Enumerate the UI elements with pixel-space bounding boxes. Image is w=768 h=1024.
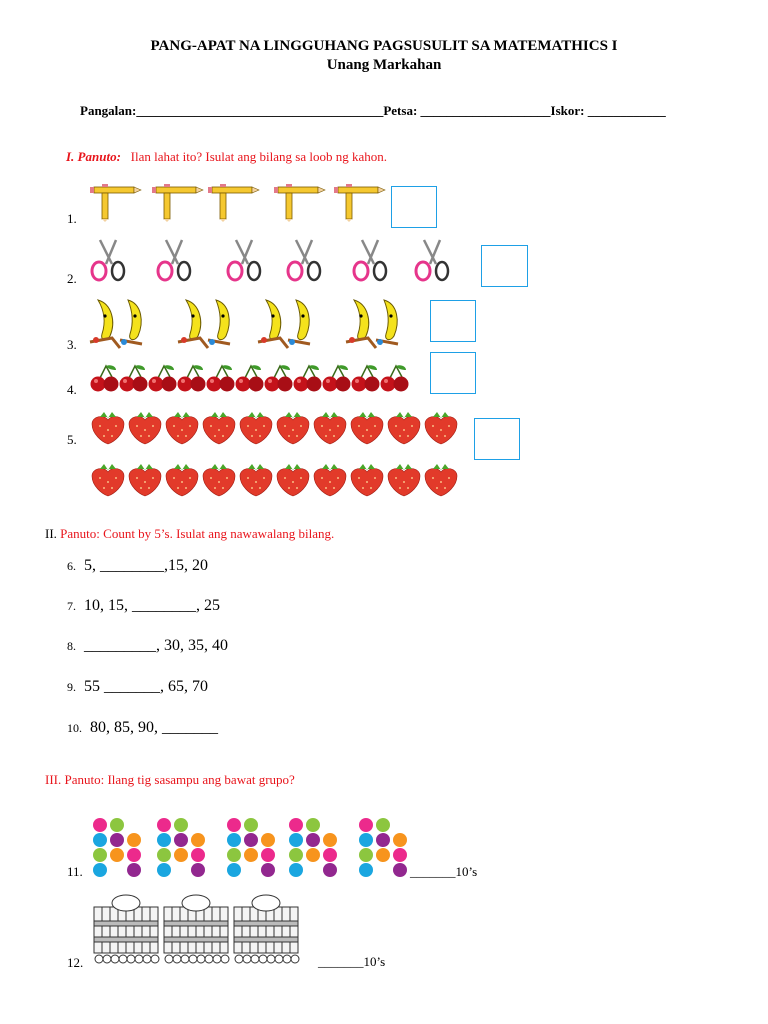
banana-icon bbox=[90, 300, 142, 348]
banana-icon bbox=[178, 300, 230, 348]
dot-group-icon bbox=[359, 818, 407, 877]
strawberry-icon bbox=[351, 464, 383, 496]
cherry-icon bbox=[207, 365, 235, 391]
date-field[interactable]: ____________________ bbox=[420, 103, 551, 118]
scissors-icon bbox=[354, 240, 386, 280]
item-number-5: 5. bbox=[67, 432, 77, 447]
page-title: PANG-APAT NA LINGGUHANG PAGSUSULIT SA MATEMATHICS I bbox=[150, 38, 618, 54]
question-text[interactable]: 80, 85, 90, _______ bbox=[90, 719, 218, 736]
strawberry-icon bbox=[314, 412, 346, 444]
question-text[interactable]: _________, 30, 35, 40 bbox=[84, 637, 228, 654]
strawberry-icon bbox=[314, 464, 346, 496]
scissors-group bbox=[90, 240, 470, 287]
strawberry-icon bbox=[166, 412, 198, 444]
cherry-icon bbox=[294, 365, 322, 391]
strawberry-icon bbox=[351, 412, 383, 444]
cherry-icon bbox=[352, 365, 380, 391]
score-label: Iskor: bbox=[550, 103, 585, 118]
part1-text: Ilan lahat ito? Isulat ang bilang sa loob ng kahon. bbox=[130, 149, 387, 164]
cherry-icon bbox=[381, 365, 409, 391]
strawberry-icon bbox=[203, 412, 235, 444]
stick-bundle-icon bbox=[94, 895, 159, 963]
strawberry-icon bbox=[92, 412, 124, 444]
cherry-icon bbox=[265, 365, 293, 391]
pencil-icon bbox=[208, 184, 259, 222]
part2-instruction bbox=[45, 526, 334, 542]
item-number-1: 1. bbox=[67, 211, 77, 226]
dot-group-icon bbox=[157, 818, 205, 877]
answer-box-5[interactable] bbox=[474, 418, 520, 460]
banana-group bbox=[90, 296, 420, 355]
strawberry-icon bbox=[203, 464, 235, 496]
banana-icon bbox=[258, 300, 310, 348]
question-10 bbox=[67, 719, 218, 737]
pencil-icon bbox=[90, 184, 141, 222]
question-number: 6. bbox=[67, 559, 76, 573]
question-number: 10. bbox=[67, 721, 82, 735]
stick-bundle-icon bbox=[164, 895, 229, 963]
question-7 bbox=[67, 597, 220, 615]
stick-bundle-icon bbox=[234, 895, 299, 963]
name-field[interactable]: ______________________________________ bbox=[136, 103, 384, 118]
strawberry-icon bbox=[92, 464, 124, 496]
scissors-icon bbox=[158, 240, 190, 280]
scissors-icon bbox=[228, 240, 260, 280]
cherry-icon bbox=[178, 365, 206, 391]
strawberry-icon bbox=[240, 464, 272, 496]
question-8 bbox=[67, 637, 228, 655]
stick-bundles bbox=[92, 893, 312, 972]
cherry-icon bbox=[120, 365, 148, 391]
item-number-12: 12. bbox=[67, 955, 84, 970]
answer-box-4[interactable] bbox=[430, 352, 476, 394]
question-6 bbox=[67, 557, 208, 575]
strawberry-icon bbox=[388, 412, 420, 444]
question-text[interactable]: 10, 15, ________, 25 bbox=[84, 597, 220, 614]
banana-icon bbox=[346, 300, 398, 348]
pencil-icon bbox=[334, 184, 385, 222]
answer-box-3[interactable] bbox=[430, 300, 476, 342]
pencil-icon bbox=[152, 184, 203, 222]
strawberry-icon bbox=[388, 464, 420, 496]
cherry-group bbox=[90, 364, 420, 399]
scissors-icon bbox=[288, 240, 320, 280]
strawberry-icon bbox=[277, 412, 309, 444]
dot-group-icon bbox=[227, 818, 275, 877]
item-number-2: 2. bbox=[67, 271, 77, 286]
question-9 bbox=[67, 678, 208, 696]
date-label: Petsa: bbox=[383, 103, 418, 118]
strawberry-icon bbox=[129, 464, 161, 496]
strawberry-icon bbox=[425, 464, 457, 496]
part2-label: II. bbox=[45, 526, 57, 541]
cherry-icon bbox=[236, 365, 264, 391]
item-number-11: 11. bbox=[67, 864, 83, 879]
part1-label: I. Panuto: bbox=[66, 149, 121, 164]
strawberry-group bbox=[90, 410, 470, 505]
strawberry-icon bbox=[425, 412, 457, 444]
question-number: 9. bbox=[67, 680, 76, 694]
dot-groups bbox=[92, 818, 412, 883]
strawberry-icon bbox=[166, 464, 198, 496]
name-label: Pangalan: bbox=[80, 103, 137, 118]
cherry-icon bbox=[91, 365, 119, 391]
part1-instruction bbox=[66, 149, 387, 165]
question-number: 8. bbox=[67, 639, 76, 653]
item-number-4: 4. bbox=[67, 382, 77, 397]
scissors-icon bbox=[92, 240, 124, 280]
question-text[interactable]: 55 _______, 65, 70 bbox=[84, 678, 208, 695]
part2-text: Panuto: Count by 5’s. Isulat ang nawawalang bilang. bbox=[60, 526, 335, 541]
pencil-icon bbox=[274, 184, 325, 222]
student-info-line bbox=[80, 103, 666, 119]
cherry-icon bbox=[323, 365, 351, 391]
dot-group-icon bbox=[93, 818, 141, 877]
answer-12[interactable]: _______10’s bbox=[318, 954, 386, 969]
item-number-3: 3. bbox=[67, 337, 77, 352]
strawberry-icon bbox=[277, 464, 309, 496]
scissors-icon bbox=[416, 240, 448, 280]
page-subtitle: Unang Markahan bbox=[326, 57, 442, 73]
dot-group-icon bbox=[289, 818, 337, 877]
question-text[interactable]: 5, ________,15, 20 bbox=[84, 557, 208, 574]
part3-instruction: III. Panuto: Ilang tig sasampu ang bawat grupo? bbox=[45, 772, 295, 787]
question-number: 7. bbox=[67, 599, 76, 613]
answer-11[interactable]: _______10’s bbox=[410, 864, 478, 879]
cherry-icon bbox=[149, 365, 177, 391]
strawberry-icon bbox=[240, 412, 272, 444]
answer-box-1[interactable] bbox=[391, 186, 437, 228]
answer-box-2[interactable] bbox=[481, 245, 528, 287]
strawberry-icon bbox=[129, 412, 161, 444]
pencil-group bbox=[90, 180, 380, 227]
score-field[interactable]: ____________ bbox=[587, 103, 666, 118]
